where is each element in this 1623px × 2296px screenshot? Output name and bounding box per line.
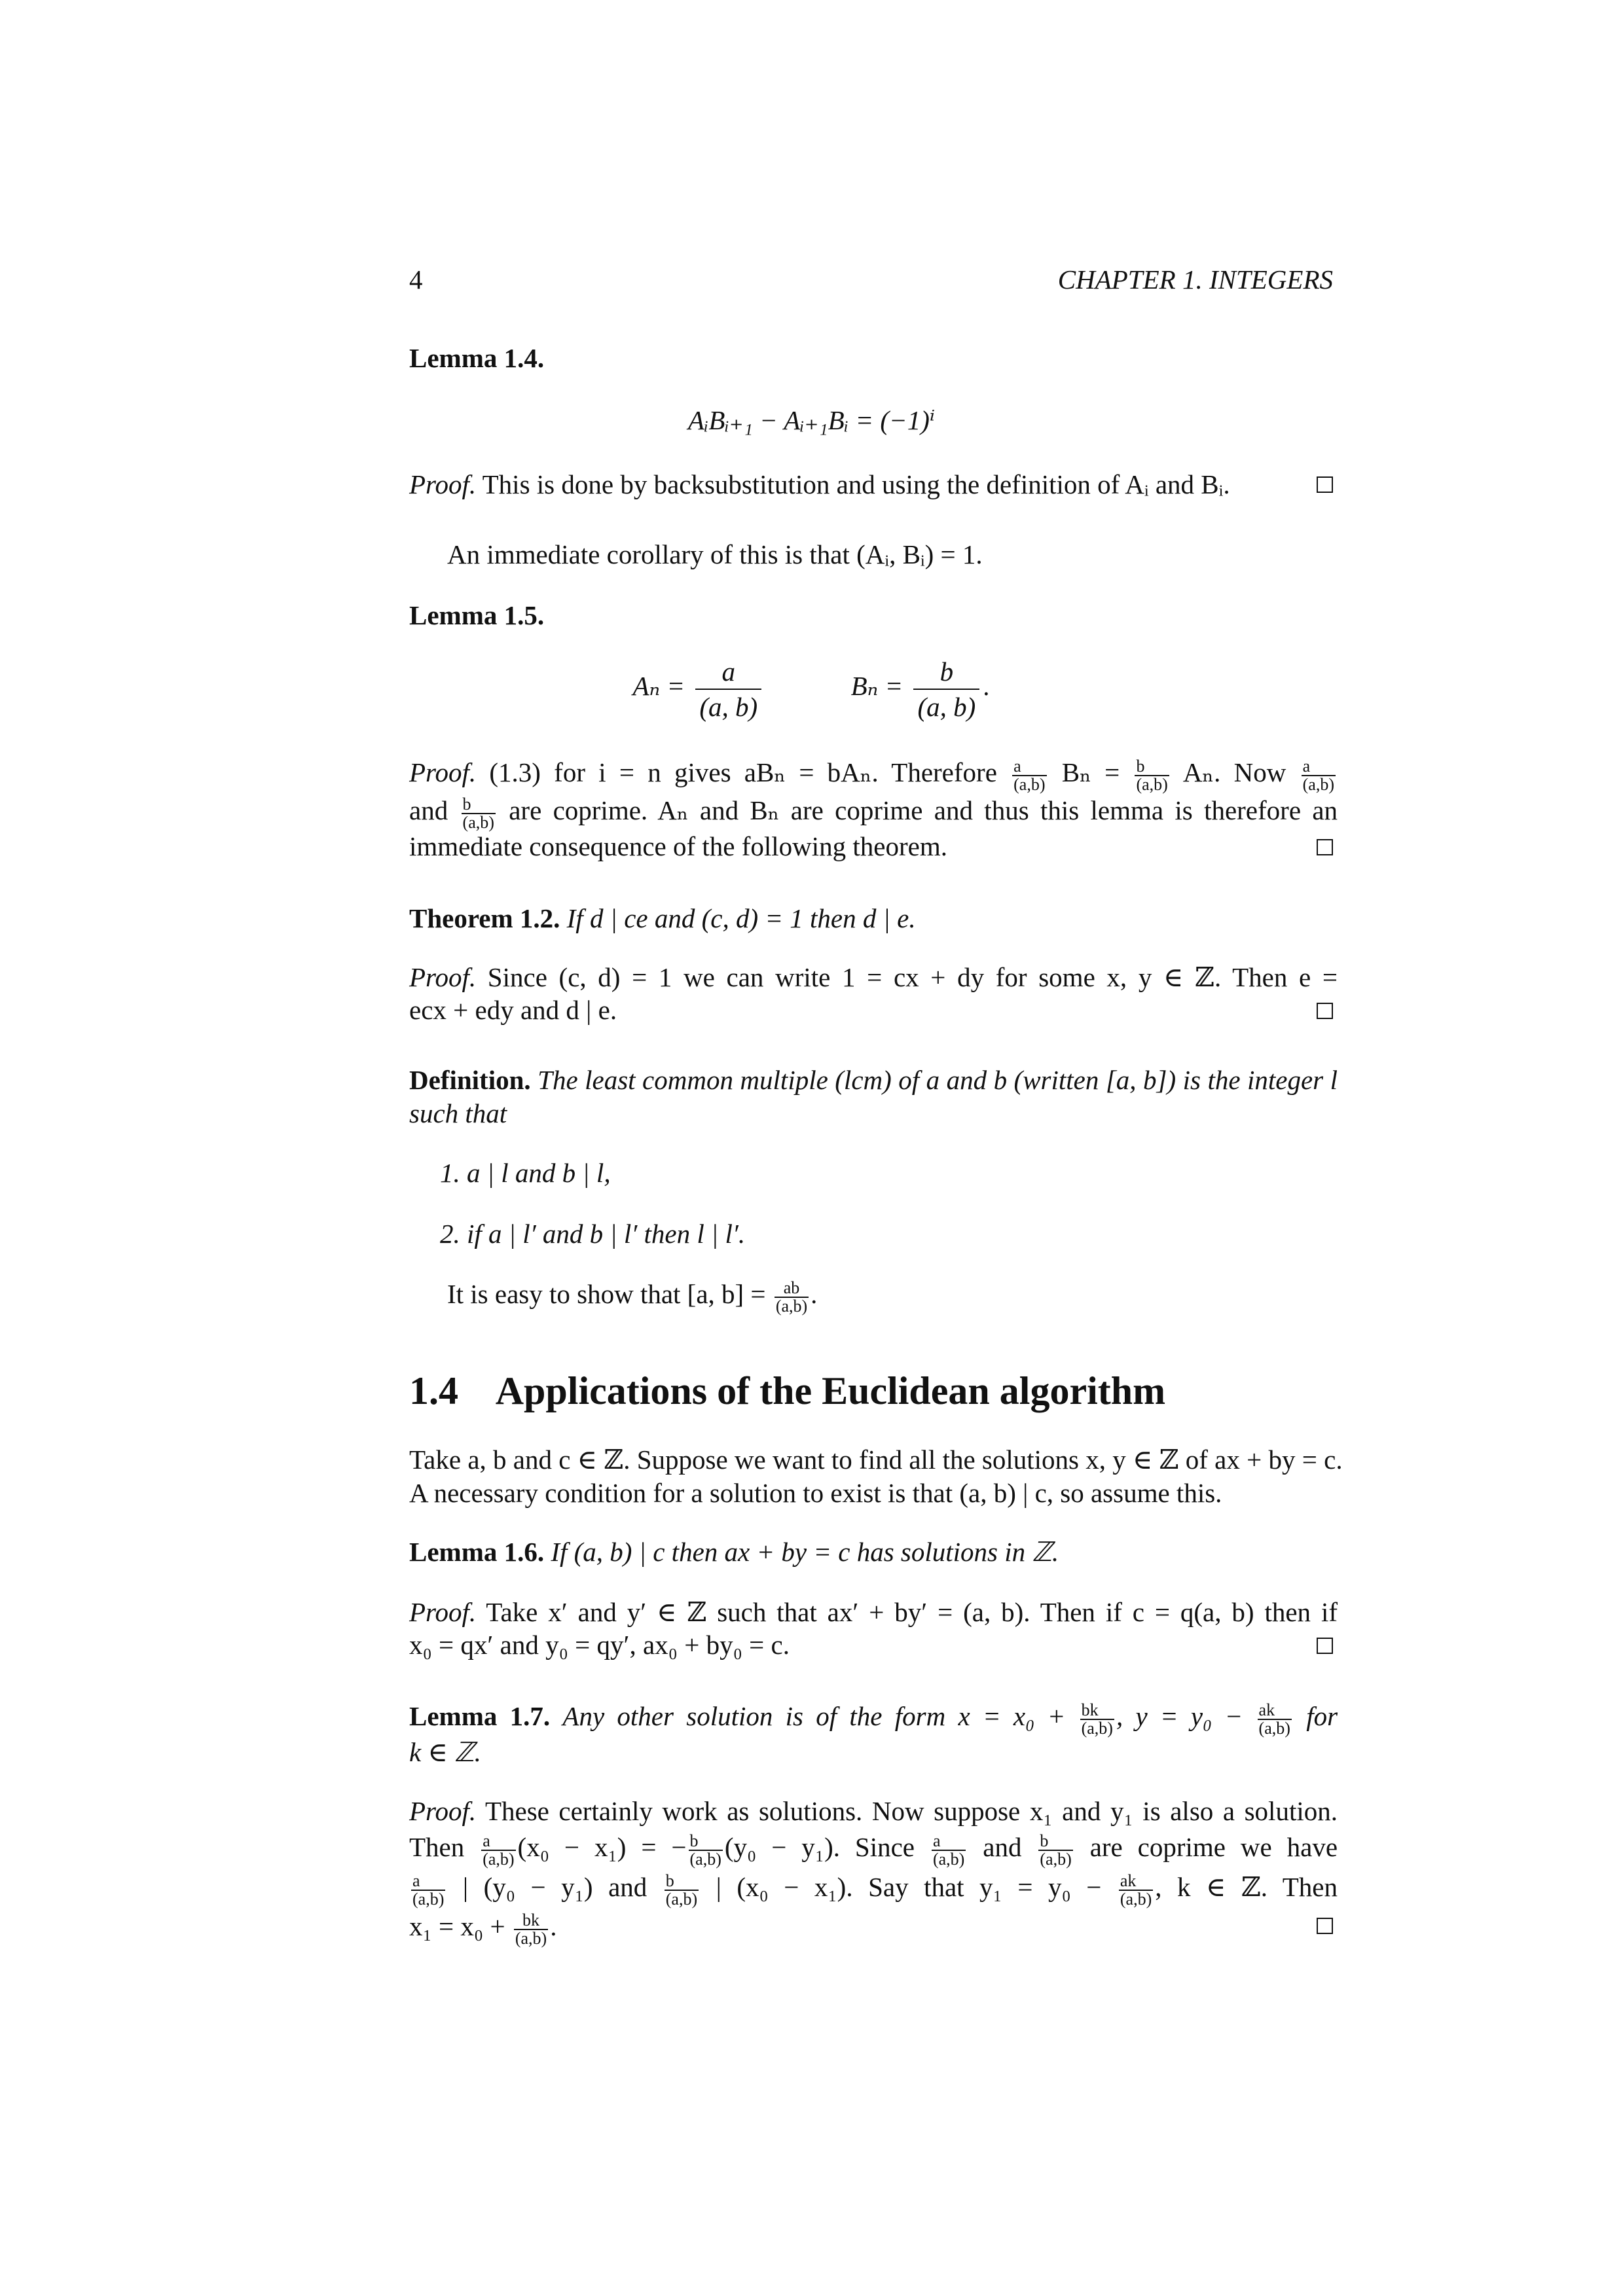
fraction-b-over-gcd: $\frac{b}{(a, b)}$ [913,655,979,724]
lemma-1-4-proof [409,468,1230,501]
fraction-small: $\frac{a}{(a,b)}$ [483,1831,515,1869]
theorem-statement: If d | ce and (c, d) = 1 then d | e. [566,903,916,933]
lemma-1-7-proof-line-3: $\frac{a}{(a,b)}$ | (y₀ − y₁) and $\frac{b}{(a,b)}$ | (x₀ − x₁). Say that y₁ = y₀ − $\frac{ak}{(a,b)}$ , k ∈ ℤ. Then [412,1871,1338,1909]
proof-label: Proof. [409,962,477,992]
qed-box [1317,1918,1333,1934]
fraction-small: $\frac{a}{(a,b)}$ [1013,756,1046,794]
fraction-small: $\frac{b}{(a,b)}$ [462,794,494,832]
lemma-1-6-proof-line-1: Proof. Take x′ and y′ ∈ ℤ such that ax′ + by′ = (a, b). Then if c = q(a, b) then if [409,1597,1338,1627]
lemma-1-5-equation: Aₙ = $\frac{a}{(a, b)}$ Bₙ = $\frac{b}{(a, b)}$ . [0,650,1623,724]
section-title: Applications of the Euclidean algorithm [495,1369,1166,1412]
proof-label: Proof. [409,1796,477,1826]
section-intro-line-1: Take a, b and c ∈ ℤ. Suppose we want to find all the solutions x, y ∈ ℤ of ax + by = c. [409,1444,1343,1475]
page-number: 4 [409,264,423,295]
fraction-small: $\frac{b}{(a,b)}$ [1136,756,1168,794]
lcm-formula-line: It is easy to show that [a, b] = $\frac{ab}{(a,b)}$ . [447,1278,818,1316]
lhs-a: Aₙ = [632,671,685,701]
lemma-1-4-equation: AᵢBᵢ₊₁ − Aᵢ₊₁Bᵢ = (−1)ⁱ [687,405,936,435]
definition-line-2: such that [409,1098,507,1128]
fraction-small: $\frac{b}{(a,b)}$ [689,1831,721,1869]
fraction-bk-over-gcd: $\frac{bk}{(a,b)}$ [1081,1700,1113,1738]
lemma-1-6-proof-line-2: x₀ = qx′ and y₀ = qy′, ax₀ + by₀ = c. [409,1630,790,1660]
lemma-heading: Lemma 1.6. [409,1537,545,1567]
proof-label: Proof. [409,469,477,499]
section-number: 1.4 [409,1369,458,1412]
qed-box [1317,476,1333,493]
fraction-small: $\frac{b}{(a,b)}$ [665,1871,698,1909]
theorem-heading: Theorem 1.2. [409,903,560,933]
fraction-small: $\frac{a}{(a,b)}$ [412,1871,445,1909]
section-heading [409,1368,1165,1414]
lemma-1-5-heading: Lemma 1.5. [409,600,545,630]
section-intro-line-2: A necessary condition for a solution to exist is that (a, b) | c, so assume this. [409,1478,1222,1508]
fraction-ak-over-gcd: $\frac{ak}{(a,b)}$ [1120,1871,1152,1909]
lemma-heading: Lemma 1.7. [409,1701,551,1731]
proof-label: Proof. [409,757,477,787]
fraction-small: $\frac{a}{(a,b)}$ [932,1831,965,1869]
lemma-1-7-line-2: k ∈ ℤ. [409,1737,481,1767]
fraction-a-over-gcd: $\frac{a}{(a, b)}$ [695,655,761,724]
lemma-1-4-heading: Lemma 1.4. [409,343,545,373]
lhs-b: Bₙ = [850,671,903,701]
lemma-1-5-proof-line-3: immediate consequence of the following theorem. [409,831,948,861]
lemma-1-5-proof-line-2: and $\frac{b}{(a,b)}$ are coprime. Aₙ and Bₙ are coprime and thus this lemma is therefore an [409,794,1338,832]
lemma-1-6 [409,1535,1059,1568]
definition-item-2: 2. if a | l′ and b | l′ then l | l′. [440,1219,746,1249]
qed-box [1317,1003,1333,1019]
definition-item-1: 1. a | l and b | l, [440,1158,611,1188]
fraction-ab-over-gcd: $\frac{ab}{(a,b)}$ [775,1278,808,1316]
lemma-1-4-corollary: An immediate corollary of this is that (Aᵢ, Bᵢ) = 1. [447,539,983,569]
qed-box [1317,1638,1333,1654]
qed-box [1317,839,1333,855]
theorem-1-2 [409,902,916,935]
theorem-1-2-proof-line-2: ecx + edy and d | e. [409,995,617,1025]
lemma-1-7-proof-line-4: x₁ = x₀ + $\frac{bk}{(a,b)}$ . [409,1910,557,1948]
definition-heading: Definition. [409,1065,531,1095]
fraction-bk-over-gcd: $\frac{bk}{(a,b)}$ [515,1910,547,1948]
fraction-small: $\frac{a}{(a,b)}$ [1302,756,1334,794]
lemma-1-7-proof-line-2: Then $\frac{a}{(a,b)}$ (x₀ − x₁) = − $\frac{b}{(a,b)}$ (y₀ − y₁). Since $\frac{a}{(a,b)}$ and $\frac{b}{(a,b)}$ are coprime we have [409,1831,1338,1869]
lemma-1-7-proof-line-1: Proof. These certainly work as solutions. Now suppose x₁ and y₁ is also a solution. [409,1796,1338,1826]
definition-line-1: Definition. The least common multiple (lcm) of a and b (written [a, b]) is the integer l [409,1065,1338,1095]
lemma-1-7-line-1: Lemma 1.7. Any other solution is of the form x = x₀ + $\frac{bk}{(a,b)}$ , y = y₀ − $\frac{ak}{(a,b)}$ for [409,1700,1338,1738]
proof-label: Proof. [409,1597,477,1627]
proof-text: This is done by backsubstitution and using the definition of Aᵢ and Bᵢ. [482,469,1230,499]
fraction-small: $\frac{b}{(a,b)}$ [1040,1831,1072,1869]
lemma-statement: If (a, b) | c then ax + by = c has solutions in ℤ. [551,1537,1059,1567]
running-title: CHAPTER 1. INTEGERS [1057,264,1333,295]
theorem-1-2-proof-line-1: Proof. Since (c, d) = 1 we can write 1 = cx + dy for some x, y ∈ ℤ. Then e = [409,962,1338,992]
lemma-1-5-proof-line-1: Proof. (1.3) for i = n gives aBₙ = bAₙ. Therefore $\frac{a}{(a,b)}$ Bₙ = $\frac{b}{(a,b)}$ Aₙ. Now $\frac{a}{(a,b)}$ [409,756,1334,794]
fraction-ak-over-gcd: $\frac{ak}{(a,b)}$ [1258,1700,1290,1738]
